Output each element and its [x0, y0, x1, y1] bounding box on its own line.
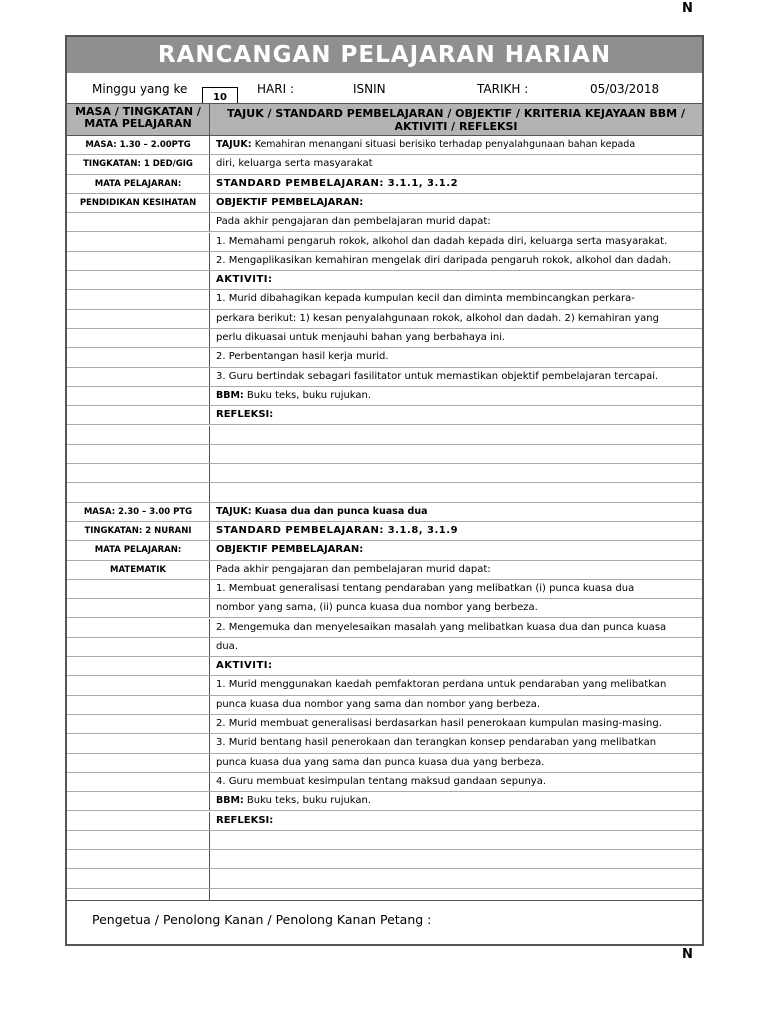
lesson1-refleksi-label: REFLEKSI: [216, 409, 274, 421]
empty-cell [67, 213, 210, 231]
empty-cell [67, 271, 210, 289]
lesson2-tajuk-text: Kuasa dua dan punca kuasa dua [254, 505, 428, 517]
lesson1-bbm [216, 387, 698, 405]
empty-cell [67, 715, 210, 733]
table-row [67, 503, 702, 522]
lesson1-aktiviti-3: 3. Guru bertindak sebagari fasilitator untuk memastikan objektif pembelajaran tercapai. [216, 370, 659, 382]
table-row [67, 619, 702, 638]
lesson1-refleksi-line[interactable] [216, 445, 698, 463]
table-row [67, 715, 702, 734]
empty-cell [67, 831, 210, 849]
table-row [67, 792, 702, 811]
lesson2-refleksi-line[interactable] [216, 869, 698, 887]
table-header [67, 103, 702, 136]
lesson2-objektif-2a: 2. Mengemuka dan menyelesaikan masalah yang melibatkan kuasa dua dan punca kuasa [216, 621, 667, 633]
lesson1-tajuk-label: TAJUK: [216, 139, 252, 150]
empty-cell [67, 619, 210, 637]
empty-cell [67, 676, 210, 694]
empty-cell [67, 580, 210, 598]
empty-cell [67, 426, 210, 444]
lesson2-tingkatan: TINGKATAN: 2 NURANI [67, 522, 210, 540]
day-value: ISNIN [353, 82, 386, 96]
lesson2-aktiviti-label: AKTIVITI: [216, 660, 273, 672]
lesson2-objektif-2b: dua. [216, 640, 238, 652]
lesson1-tajuk-cont: diri, keluarga serta masyarakat [216, 158, 373, 170]
lesson2-standard: STANDARD PEMBELAJARAN: 3.1.8, 3.1.9 [216, 525, 459, 536]
table-row [67, 541, 702, 560]
date-label: TARIKH : [477, 82, 529, 96]
table-row [67, 175, 702, 194]
table-row [67, 869, 702, 888]
lesson1-bbm-label: BBM: [216, 389, 244, 401]
lesson2-objektif-label: OBJEKTIF PEMBELAJARAN: [216, 544, 364, 556]
lesson2-tajuk-label: TAJUK: [216, 505, 252, 517]
table-row [67, 329, 702, 348]
empty-cell [67, 310, 210, 328]
lesson2-bbm-label: BBM: [216, 795, 244, 807]
table-row [67, 580, 702, 599]
table-row [67, 676, 702, 695]
table-row [67, 368, 702, 387]
table-row [67, 773, 702, 792]
lesson1-tajuk [216, 136, 698, 154]
lesson2-aktiviti-1a: 1. Murid menggunakan kaedah pemfaktoran perdana untuk pendaraban yang melibatkan [216, 679, 667, 691]
header-right: TAJUK / STANDARD PEMBELAJARAN / OBJEKTIF / KRITERIA KEJAYAAN BBM / AKTIVITI / REFLEKSI [227, 107, 685, 133]
lesson1-objektif-intro: Pada akhir pengajaran dan pembelajaran murid dapat: [216, 216, 491, 228]
table-row [67, 696, 702, 715]
table-row [67, 136, 702, 155]
table-row [67, 657, 702, 676]
table-row [67, 483, 702, 502]
week-label: Minggu yang ke [92, 82, 188, 96]
table-row [67, 754, 702, 773]
table-row [67, 194, 702, 213]
corner-mark-top: N [682, 1, 693, 16]
table-row [67, 599, 702, 618]
lesson2-aktiviti-4: 4. Guru membuat kesimpulan tentang maksud gandaan sepunya. [216, 775, 547, 787]
table-row [67, 290, 702, 309]
table-row [67, 233, 702, 252]
table-row [67, 561, 702, 580]
table-row [67, 348, 702, 367]
lesson1-objektif-2: 2. Mengaplikasikan kemahiran mengelak diri daripada pengaruh rokok, alkohol dan dadah. [216, 254, 672, 266]
lesson1-tajuk-text: Kemahiran menangani situasi berisiko terhadap penyalahgunaan bahan kepada [254, 139, 636, 150]
empty-cell [67, 445, 210, 463]
lesson2-mata-label: MATA PELAJARAN: [67, 541, 210, 559]
day-label: HARI : [257, 82, 294, 96]
table-row [67, 387, 702, 406]
table-row [67, 213, 702, 232]
table-row [67, 445, 702, 464]
lesson1-standard: STANDARD PEMBELAJARAN: 3.1.1, 3.1.2 [216, 177, 459, 189]
empty-cell [67, 696, 210, 714]
lesson2-subject: MATEMATIK [67, 561, 210, 579]
lesson1-aktiviti-label: AKTIVITI: [216, 274, 273, 286]
empty-cell [67, 233, 210, 251]
empty-cell [67, 754, 210, 772]
empty-cell [67, 599, 210, 617]
table-row [67, 812, 702, 831]
lesson1-aktiviti-1c: perlu dikuasai untuk menjauhi bahan yang berbahaya ini. [216, 332, 506, 343]
table-row [67, 406, 702, 425]
lesson2-refleksi-line[interactable] [216, 850, 698, 868]
lesson2-bbm [216, 792, 698, 810]
lesson-plan-form [65, 35, 704, 946]
table-row [67, 831, 702, 850]
table-row [67, 310, 702, 329]
lesson2-aktiviti-1b: punca kuasa dua nombor yang sama dan nombor yang berbeza. [216, 698, 541, 710]
table-row [67, 638, 702, 657]
empty-cell [67, 850, 210, 868]
lesson2-refleksi-line[interactable] [216, 831, 698, 849]
date-value: 05/03/2018 [590, 82, 660, 96]
lesson2-aktiviti-2: 2. Murid membuat generalisasi berdasarkan hasil penerokaan kumpulan masing-masing. [216, 718, 662, 729]
empty-cell [67, 387, 210, 405]
table-row [67, 850, 702, 869]
empty-cell [67, 252, 210, 270]
lesson2-objektif-1b: nombor yang sama, (ii) punca kuasa dua nombor yang berbeza. [216, 602, 538, 614]
lesson2-masa: MASA: 2.30 – 3.00 PTG [67, 503, 210, 521]
lesson1-aktiviti-1b: perkara berikut: 1) kesan penyalahgunaan rokok, alkohol dan dadah. 2) kemahiran yang [216, 312, 659, 324]
table-row [67, 734, 702, 753]
table-row [67, 252, 702, 271]
empty-cell [67, 869, 210, 887]
lesson1-tingkatan: TINGKATAN: 1 DED/GIG [67, 155, 210, 173]
table-row [67, 464, 702, 483]
empty-cell [67, 773, 210, 791]
empty-cell [67, 329, 210, 347]
table-row [67, 522, 702, 541]
lesson2-bbm-text: Buku teks, buku rujukan. [243, 795, 372, 807]
page-title: RANCANGAN PELAJARAN HARIAN [67, 37, 702, 73]
lesson1-subject: PENDIDIKAN KESIHATAN [67, 194, 210, 212]
table-row [67, 155, 702, 174]
lesson2-objektif-intro: Pada akhir pengajaran dan pembelajaran murid dapat: [216, 563, 491, 575]
table-row [67, 426, 702, 445]
header-left: MASA / TINGKATAN / MATA PELAJARAN [67, 104, 210, 135]
corner-mark-bottom: N [682, 947, 693, 962]
lesson1-objektif-1: 1. Memahami pengaruh rokok, alkohol dan dadah kepada diri, keluarga serta masyarakat. [216, 235, 668, 247]
lesson2-aktiviti-3b: punca kuasa dua yang sama dan punca kuasa dua yang berbeza. [216, 756, 545, 768]
lesson1-refleksi-line[interactable] [216, 426, 698, 444]
lesson2-aktiviti-3a: 3. Murid bentang hasil penerokaan dan terangkan konsep pendaraban yang melibatkan [216, 737, 657, 749]
week-value-field[interactable]: 10 [202, 87, 238, 109]
empty-cell [67, 734, 210, 752]
empty-cell [67, 406, 210, 424]
lesson2-objektif-1a: 1. Membuat generalisasi tentang pendaraban yang melibatkan (i) punca kuasa dua [216, 582, 635, 594]
lesson1-refleksi-line[interactable] [216, 464, 698, 482]
lesson2-tajuk [216, 503, 698, 521]
lesson1-mata-label: MATA PELAJARAN: [67, 175, 210, 193]
table-row [67, 271, 702, 290]
signature-row [67, 898, 702, 944]
lesson1-aktiviti-2: 2. Perbentangan hasil kerja murid. [216, 351, 389, 363]
lesson1-bbm-text: Buku teks, buku rujukan. [243, 389, 372, 401]
empty-cell [67, 812, 210, 830]
empty-cell [67, 464, 210, 482]
empty-cell [67, 368, 210, 386]
info-row [67, 73, 702, 103]
empty-cell [67, 657, 210, 675]
lesson1-masa: MASA: 1.30 – 2.00PTG [67, 136, 210, 154]
empty-cell [67, 290, 210, 308]
empty-cell [67, 792, 210, 810]
lesson1-refleksi-line[interactable] [216, 483, 698, 501]
empty-cell [67, 348, 210, 366]
signature-label: Pengetua / Penolong Kanan / Penolong Kanan Petang : [92, 912, 432, 927]
lesson1-aktiviti-1a: 1. Murid dibahagikan kepada kumpulan kecil dan diminta membincangkan perkara- [216, 293, 635, 305]
lesson1-objektif-label: OBJEKTIF PEMBELAJARAN: [216, 196, 364, 208]
empty-cell [67, 483, 210, 501]
empty-cell [67, 638, 210, 656]
lesson2-refleksi-label: REFLEKSI: [216, 814, 274, 826]
